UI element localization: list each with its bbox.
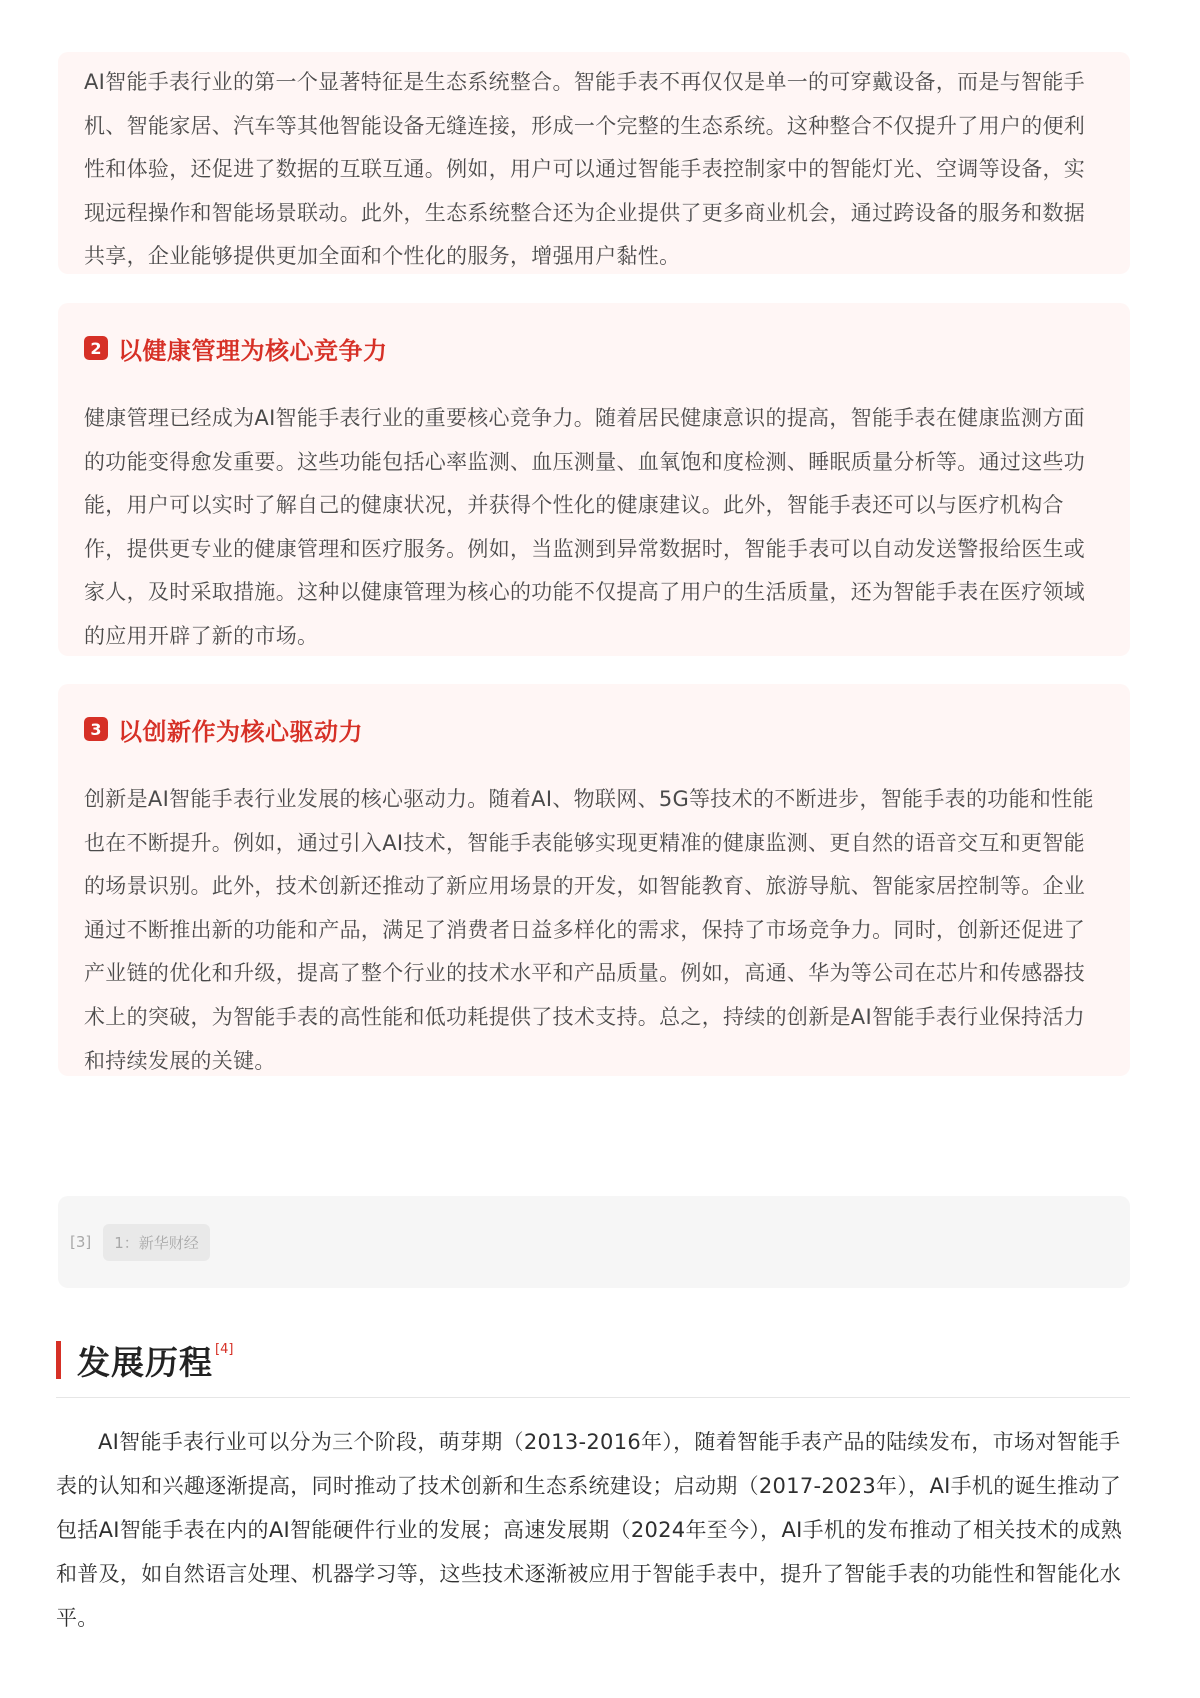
section-divider bbox=[56, 1397, 1130, 1398]
reference-box bbox=[58, 1196, 1130, 1288]
feature-card-ecosystem bbox=[58, 52, 1130, 274]
feature-card-text: AI智能手表行业的第一个显著特征是生态系统整合。智能手表不再仅仅是单一的可穿戴设备，而是与智能手机、智能家居、汽车等其他智能设备无缝连接，形成一个完整的生态系统。这种整合不仅提升了用户的便利性和体验，还促进了数据的互联互通。例如，用户可以通过智能手表控制家中的智能灯光、空调等设备，实现远程操作和智能场景联动。此外，生态系统整合还为企业提供了更多商业机会，通过跨设备的服务和数据共享，企业能够提供更加全面和个性化的服务，增强用户黏性。 bbox=[84, 70, 1086, 269]
feature-card-title: 以健康管理为核心竞争力 bbox=[118, 336, 388, 365]
number-badge: 2 bbox=[84, 336, 108, 360]
feature-card-header bbox=[84, 333, 1094, 363]
feature-card-text: 健康管理已经成为AI智能手表行业的重要核心竞争力。随着居民健康意识的提高，智能手表在健康监测方面的功能变得愈发重要。这些功能包括心率监测、血压测量、血氧饱和度检测、睡眠质量分析等。通过这些功能，用户可以实时了解自己的健康状况，并获得个性化的健康建议。此外，智能手表还可以与医疗机构合作，提供更专业的健康管理和医疗服务。例如，当监测到异常数据时，智能手表可以自动发送警报给医生或家人，及时采取措施。这种以健康管理为核心的功能不仅提高了用户的生活质量，还为智能手表在医疗领域的应用开辟了新的市场。 bbox=[84, 406, 1086, 648]
feature-card-header bbox=[84, 714, 1094, 744]
reference-source-link[interactable]: 1：新华财经 bbox=[103, 1224, 210, 1261]
feature-card-text: 创新是AI智能手表行业发展的核心驱动力。随着AI、物联网、5G等技术的不断进步，智能手表的功能和性能也在不断提升。例如，通过引入AI技术，智能手表能够实现更精准的健康监测、更自然的语音交互和更智能的场景识别。此外，技术创新还推动了新应用场景的开发，如智能教育、旅游导航、智能家居控制等。企业通过不断推出新的功能和产品，满足了消费者日益多样化的需求，保持了市场竞争力。同时，创新还促进了产业链的优化和升级，提高了整个行业的技术水平和产品质量。例如，高通、华为等公司在芯片和传感器技术上的突破，为智能手表的高性能和低功耗提供了技术支持。总之，持续的创新是AI智能手表行业保持活力和持续发展的关键。 bbox=[84, 787, 1094, 1073]
feature-card-title: 以创新作为核心驱动力 bbox=[118, 717, 363, 746]
feature-card-health bbox=[58, 303, 1130, 656]
section-title: 发展历程 bbox=[77, 1342, 213, 1382]
feature-card-innovation bbox=[58, 684, 1130, 1076]
section-accent-bar bbox=[56, 1341, 61, 1379]
citation-link[interactable]: [4] bbox=[215, 1342, 234, 1357]
section-header bbox=[56, 1340, 233, 1380]
number-badge: 3 bbox=[84, 717, 108, 741]
section-paragraph: AI智能手表行业可以分为三个阶段，萌芽期（2013-2016年），随着智能手表产品的陆续发布，市场对智能手表的认知和兴趣逐渐提高，同时推动了技术创新和生态系统建设；启动期（2017-2023年），AI手机的诞生推动了包括AI智能手表在内的AI智能硬件行业的发展；高速发展期（2024年至今），AI手机的发布推动了相关技术的成熟和普及，如自然语言处理、机器学习等，这些技术逐渐被应用于智能手表中，提升了智能手表的功能性和智能化水平。 bbox=[56, 1430, 1123, 1630]
reference-mark: [3] bbox=[70, 1233, 92, 1251]
